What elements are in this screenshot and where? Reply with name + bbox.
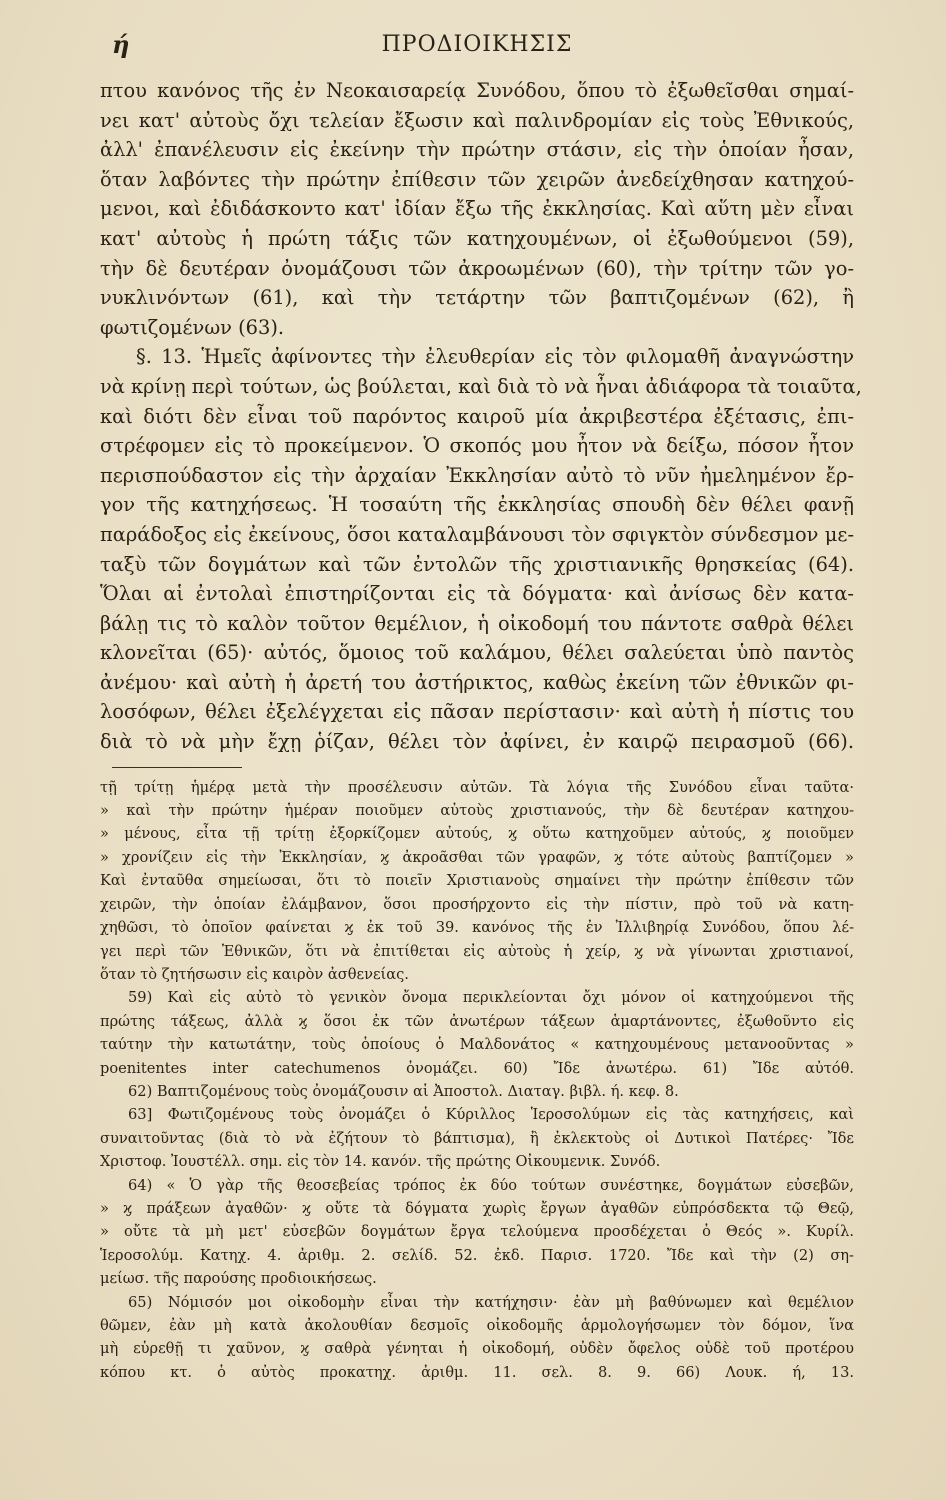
footnote-line: Ἱεροσολύμ. Κατηχ. 4. ἀριθμ. 2. σελίδ. 52. ἐκδ. Παρισ. 1720. Ἴδε καὶ τὴν (2) ση- <box>100 1246 854 1264</box>
text-line: βάλῃ τις τὸ καλὸν τοῦτον θεμέλιον, ἡ οἰκοδομή του πάντοτε σαθρὰ θέλει <box>100 611 854 635</box>
text-line: νὰ κρίνῃ περὶ τούτων, ὡς βούλεται, καὶ διὰ τὸ νὰ ἦναι ἀδιάφορα τὰ τοιαῦτα, <box>100 374 862 398</box>
text-line: ἀνέμου· καὶ αὐτὴ ἡ ἀρετή του ἀστήρικτος, καθὼς ἐκείνη τῶν ἐθνικῶν φι- <box>100 670 854 694</box>
text-line: καὶ διότι δὲν εἶναι τοῦ παρόντος καιροῦ μία ἀκριβεστέρα ἐξέτασις, ἐπι- <box>100 404 854 428</box>
footnote-line: χειρῶν, τὴν ὁποίαν ἐλάμβανον, ὅσοι προσήρχοντο εἰς τὴν πίστιν, πρὸ τοῦ νὰ κατη- <box>100 895 854 913</box>
footnote-62: 62) Βαπτιζομένους τοὺς ὀνομάζουσιν αἱ Ἀποστολ. Διαταγ. βιβλ. ή. κεφ. 8. <box>128 1082 679 1100</box>
footnote-line: συναιτοῦντας (διὰ τὸ νὰ ἐζήτουν τὸ βάπτισμα), ἢ ἐκλεκτοὺς οἱ Δυτικοὶ Πατέρες· Ἴδε <box>100 1129 854 1147</box>
text-line: παράδοξος εἰς ἐκείνους, ὅσοι καταλαμβάνουσι τὸν σφιγκτὸν σύνδεσμον με- <box>100 522 854 546</box>
text-line: γον τῆς κατηχήσεως. Ἡ τοσαύτη τῆς ἐκκλησίας σπουδὴ δὲν θέλει φανῇ <box>100 493 854 517</box>
text-line: φωτιζομένων (63). <box>100 315 285 339</box>
text-line: λοσόφων, θέλει ἐξελέγχεται εἰς πᾶσαν περίστασιν· καὶ αὐτὴ ἡ πίστις του <box>100 700 854 724</box>
text-line: Ὅλαι αἱ ἐντολαὶ ἐπιστηρίζονται εἰς τὰ δόγματα· καὶ ἀνίσως δὲν κατα- <box>100 582 854 606</box>
footnote-line: μὴ εὑρεθῇ τι χαῦνον, ϗ σαθρὰ γένηται ἡ οἰκοδομή, οὐδὲν ὄφελος οὐδὲ τοῦ προτέρου <box>100 1340 854 1358</box>
footnote-line: θῶμεν, ἐὰν μὴ κατὰ ἀκολουθίαν δεσμοῖς οἰκοδομῆς ἁρμολογήσωμεν τὸν δόμον, ἵνα <box>100 1317 854 1334</box>
footnote-line: γει περὶ τῶν Ἐθνικῶν, ὅτι νὰ ἐπιτίθεται εἰς αὐτοὺς ἡ χείρ, ϗ νὰ γίνωνται χριστιανοί, <box>100 942 854 960</box>
text-line: μενοι, καὶ ἐδιδάσκοντο κατ' ἰδίαν ἔξω τῆς ἐκκλησίας. Καὶ αὕτη μὲν εἶναι <box>100 197 854 221</box>
footnote-line: τῇ τρίτῃ ἡμέρᾳ μετὰ τὴν προσέλευσιν αὐτῶν. Τὰ λόγια τῆς Συνόδου εἶναι ταῦτα· <box>100 778 854 796</box>
text-line: ὅταν λαβόντες τὴν πρώτην ἐπίθεσιν τῶν χειρῶν ἀνεδείχθησαν κατηχού- <box>100 167 854 191</box>
text-line: στρέφομεν εἰς τὸ προκείμενον. Ὁ σκοπός μου ἦτον νὰ δείξω, πόσον ἦτον <box>100 434 854 458</box>
footnote-64: 64) « Ὁ γὰρ τῆς θεοσεβείας τρόπος ἐκ δύο τούτων συνέστηκε, δογμάτων εὐσεβῶν, <box>128 1176 854 1194</box>
page-number: ή <box>112 30 130 59</box>
text-line: διὰ τὸ νὰ μὴν ἔχῃ ῥίζαν, θέλει τὸν ἀφίνει, ἐν καιρῷ πειρασμοῦ (66). <box>100 730 854 754</box>
text-line: ταξὺ τῶν δογμάτων καὶ τῶν ἐντολῶν τῆς χριστιανικῆς θρησκείας (64). <box>100 552 854 576</box>
footnote-line: μείωσ. τῆς παρούσης προδιοικήσεως. <box>100 1270 377 1288</box>
footnotes <box>100 776 854 1385</box>
footnote-line: κόπου κτ. ὁ αὐτὸς προκατηχ. ἀριθμ. 11. σελ. 8. 9. 66) Λουκ. ή, 13. <box>100 1363 854 1381</box>
footnote-59: 59) Καὶ εἰς αὐτὸ τὸ γενικὸν ὄνομα περικλείονται ὄχι μόνον οἱ κατηχούμενοι τῆς <box>128 989 854 1007</box>
text-line: ἀλλ' ἐπανέλευσιν εἰς ἐκείνην τὴν πρώτην στάσιν, εἰς τὴν ὁποίαν ἦσαν, <box>100 138 854 162</box>
footnote-divider <box>112 767 242 768</box>
section-13-start: §. 13. Ἡμεῖς ἀφίνοντες τὴν ἐλευθερίαν εἰς τὸν φιλομαθῆ ἀναγνώστην <box>136 345 854 369</box>
footnote-line: χηθῶσι, τὸ ὁποῖον φαίνεται ϗ ἐκ τοῦ 39. κανόνος τῆς ἐν Ἰλλιβηρίᾳ Συνόδου, ὅπου λέ- <box>100 919 854 937</box>
main-text <box>100 76 862 757</box>
text-line: περισπούδαστον εἰς τὴν ἀρχαίαν Ἐκκλησίαν αὐτὸ τὸ νῦν ἠμελημένον ἔρ- <box>100 463 854 487</box>
footnote-line: Χριστοφ. Ἰουστέλλ. σημ. εἰς τὸν 14. κανόν. τῆς πρώτης Οἰκουμενικ. Συνόδ. <box>100 1153 661 1171</box>
footnote-line: » οὔτε τὰ μὴ μετ' εὐσεβῶν δογμάτων ἔργα τελούμενα προσδέχεται ὁ Θεός ». Κυρίλ. <box>100 1223 854 1241</box>
footnote-line: » χρονίζειν εἰς τὴν Ἐκκλησίαν, ϗ ἀκροᾶσθαι τῶν γραφῶν, ϗ τότε αὐτοὺς βαπτίζομεν » <box>100 848 854 866</box>
footnote-65: 65) Νόμισόν μοι οἰκοδομὴν εἶναι τὴν κατήχησιν· ἐὰν μὴ βαθύνωμεν καὶ θεμέλιον <box>128 1293 854 1311</box>
text-line: πτου κανόνος τῆς ἐν Νεοκαισαρείᾳ Συνόδου, ὅπου τὸ ἐξωθεῖσθαι σημαί- <box>100 79 854 102</box>
footnote-line: πρώτης τάξεως, ἀλλὰ ϗ ὅσοι ἐκ τῶν ἀνωτέρων τάξεων ἁμαρτάνοντες, ἐξωθοῦντο εἰς <box>100 1012 854 1030</box>
text-line: κατ' αὐτοὺς ἡ πρώτη τάξις τῶν κατηχουμένων, οἱ ἐξωθούμενοι (59), <box>100 226 854 250</box>
footnote-line: » μένους, εἶτα τῇ τρίτῃ ἐξορκίζομεν αὐτούς, ϗ οὕτω κατηχοῦμεν αὐτούς, ϗ ποιοῦμεν <box>100 825 854 843</box>
text-line: νυκλινόντων (61), καὶ τὴν τετάρτην τῶν βαπτιζομένων (62), ἢ <box>100 286 854 310</box>
running-title: ΠΡΟΔΙΟΙΚΗΣΙΣ <box>381 32 573 57</box>
footnote-line: » καὶ τὴν πρώτην ἡμέραν ποιοῦμεν αὐτοὺς χριστιανούς, τὴν δὲ δευτέραν κατηχου- <box>100 802 854 820</box>
text-line: νει κατ' αὐτοὺς ὄχι τελείαν ἔξωσιν καὶ παλινδρομίαν εἰς τοὺς Ἐθνικούς, <box>100 108 854 132</box>
text-line: κλονεῖται (65)· αὐτός, ὅμοιος τοῦ καλάμου, θέλει σαλεύεται ὑπὸ παντὸς <box>100 641 854 665</box>
text-line: τὴν δὲ δευτέραν ὀνομάζουσι τῶν ἀκροωμένων (60), τὴν τρίτην τῶν γο- <box>100 256 854 280</box>
footnote-line: Καὶ ἐνταῦθα σημείωσαι, ὅτι τὸ ποιεῖν Χριστιανοὺς σημαίνει τὴν πρώτην ἐπίθεσιν τῶν <box>100 872 854 890</box>
footnote-line: ὅταν τὸ ζητήσωσιν εἰς καιρὸν ἀσθενείας. <box>100 965 409 983</box>
footnote-line: ταύτην τὴν κατωτάτην, τοὺς ὁποίους ὁ Μαλδονάτος « κατηχουμένους μετανοοῦντας » <box>100 1036 854 1054</box>
footnote-line: » ϗ πράξεων ἀγαθῶν· ϗ οὔτε τὰ δόγματα χωρὶς ἔργων ἀγαθῶν εὐπρόσδεκτα τῷ Θεῷ, <box>100 1199 854 1217</box>
footnote-63: 63] Φωτιζομένους τοὺς ὀνομάζει ὁ Κύριλλος Ἱεροσολύμων εἰς τὰς κατηχήσεις, καὶ <box>128 1106 854 1124</box>
page-header <box>100 22 854 62</box>
footnote-line: poenitentes inter catechumenos ὀνομάζει. 60) Ἴδε ἀνωτέρω. 61) Ἴδε αὐτόθ. <box>100 1059 854 1077</box>
